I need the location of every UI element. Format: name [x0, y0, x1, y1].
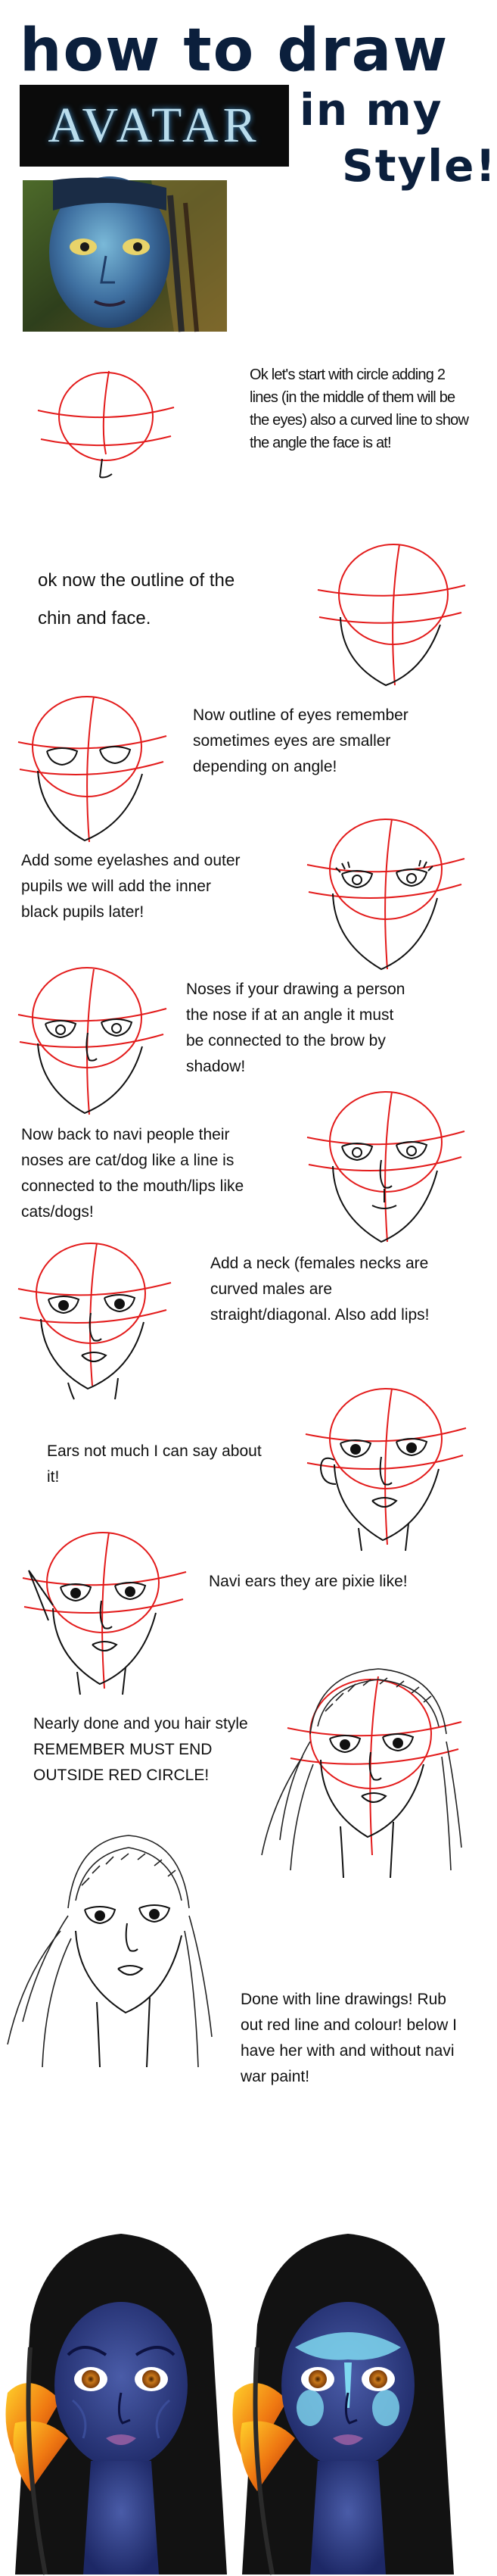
title-in-my: in my — [300, 84, 443, 136]
step6-drawing — [303, 1081, 469, 1248]
step5-text: Noses if your drawing a person the nose if at an angle it must be connected to the brow by shadow! — [186, 981, 405, 1075]
step8-text: Ears not much I can say about it! — [47, 1442, 262, 1486]
step5-drawing — [15, 960, 174, 1119]
step2-drawing — [310, 534, 469, 693]
step9-text: Navi ears they are pixie like! — [209, 1573, 408, 1590]
step8-drawing — [295, 1378, 469, 1552]
step11-text: Done with line drawings! Rub out red line and colour! below I have her with and without navi war paint! — [241, 1991, 458, 2085]
step4-text: Add some eyelashes and outer pupils we will add the inner black pupils later! — [21, 852, 241, 921]
step10-drawing — [257, 1658, 469, 1885]
final-with-war-paint — [233, 2234, 455, 2574]
avatar-logo-text: AVATAR — [48, 98, 261, 153]
step7-text: Add a neck (females necks are curved males are straight/diagonal. Also add lips! — [210, 1255, 430, 1324]
step6-text: Now back to navi people their noses are cat/dog like a line is connected to the mouth/lips like cats/dogs! — [21, 1126, 244, 1221]
neytiri-photo — [23, 180, 227, 332]
step4-drawing — [303, 809, 469, 975]
avatar-logo — [20, 85, 289, 167]
step7-drawing — [15, 1234, 182, 1401]
title-style: Style! — [342, 140, 497, 192]
step9-drawing — [18, 1522, 192, 1696]
step10-text: Nearly done and you hair style REMEMBER MUST END OUTSIDE RED CIRCLE! — [33, 1715, 248, 1784]
final-without-war-paint — [6, 2234, 228, 2574]
step3-text: Now outline of eyes remember sometimes eyes are smaller depending on angle! — [193, 706, 408, 775]
step11-drawing — [0, 1825, 242, 2075]
step1-drawing — [30, 363, 182, 515]
title-how-to-draw: how to draw — [20, 17, 449, 85]
final-coloured-drawings — [0, 2211, 472, 2576]
step3-drawing — [15, 688, 174, 847]
step1-text: Ok let's start with circle adding 2 lines (in the middle of them will be the eyes) also a curved line to show the angle the face is at! — [250, 366, 469, 451]
step2-text: ok now the outline of the chin and face. — [38, 570, 235, 628]
